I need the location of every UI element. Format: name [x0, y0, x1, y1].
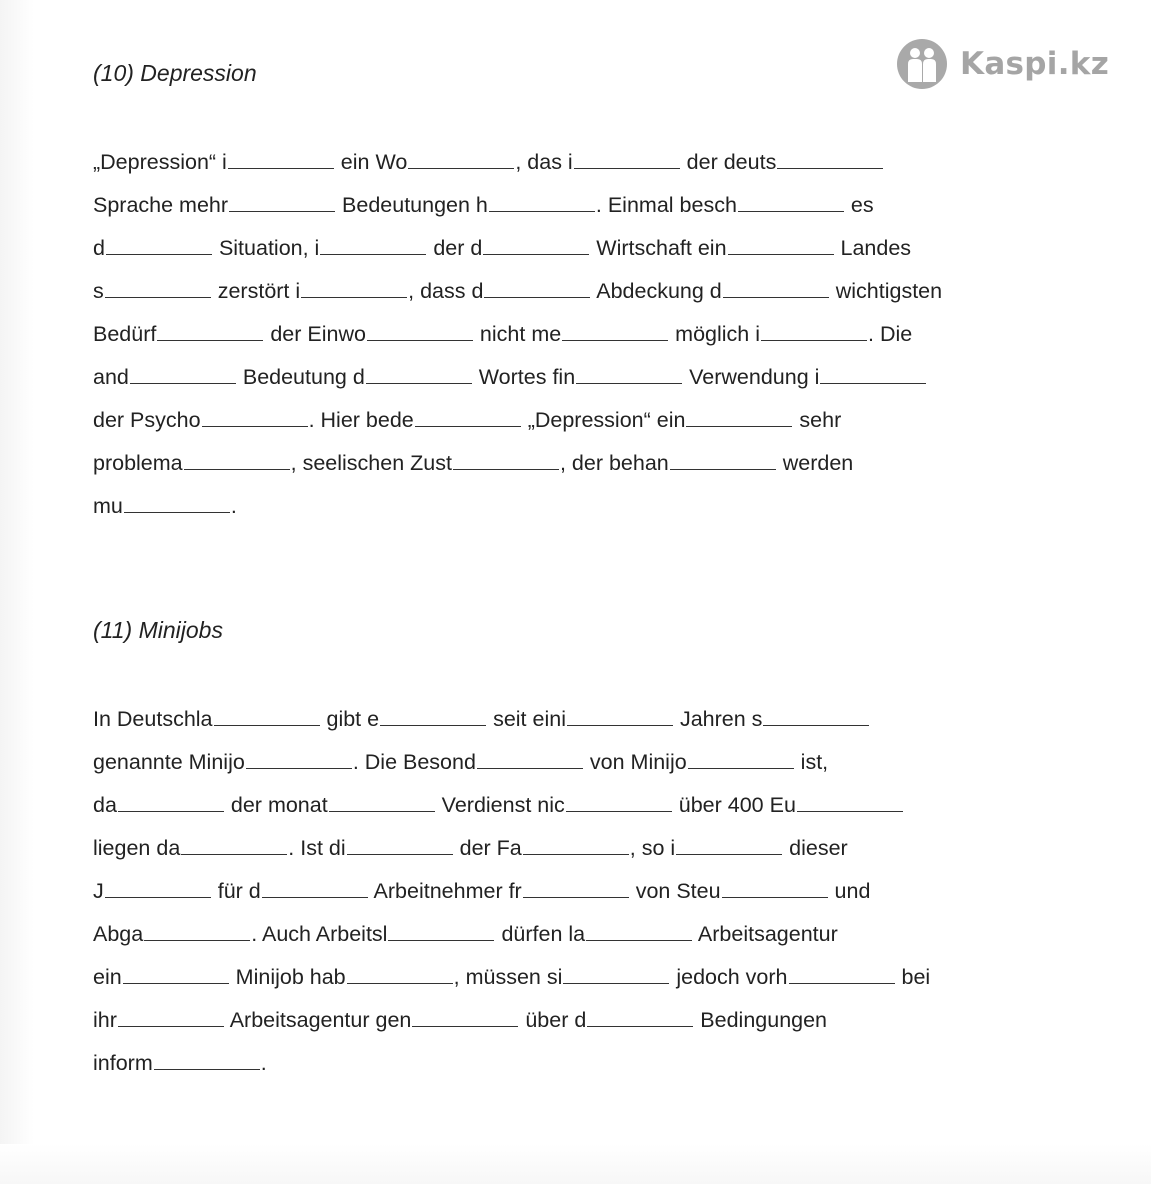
blank-field[interactable] [123, 982, 229, 984]
text-fragment: . Hier bede [308, 408, 414, 432]
text-fragment: J [93, 879, 104, 903]
text-fragment: liegen da [93, 836, 181, 860]
text-fragment: für d [211, 879, 261, 903]
text-fragment: Verwendung i [683, 365, 820, 389]
blank-field[interactable] [246, 767, 352, 769]
text-fragment: In Deutschla [93, 707, 213, 731]
text-line [93, 784, 1023, 827]
text-fragment: , seelischen Zust [290, 451, 452, 475]
text-fragment: , der behan [559, 451, 669, 475]
text-fragment: dieser [783, 836, 848, 860]
blank-field[interactable] [202, 425, 308, 427]
text-fragment: problema [93, 451, 183, 475]
text-fragment: und [828, 879, 871, 903]
text-line [93, 356, 1023, 399]
blank-field[interactable] [563, 982, 669, 984]
text-fragment: seit eini [487, 707, 566, 731]
blank-field[interactable] [477, 767, 583, 769]
blank-field[interactable] [130, 382, 236, 384]
section-title: (10) Depression [93, 60, 257, 86]
blank-field[interactable] [412, 1025, 518, 1027]
text-fragment: mu [93, 494, 123, 518]
text-fragment: „Depression“ ein [521, 408, 686, 432]
watermark-text: Kaspi.kz [960, 46, 1110, 82]
text-fragment: . Einmal besch [595, 193, 737, 217]
blank-field[interactable] [415, 425, 521, 427]
blank-field[interactable] [789, 982, 895, 984]
text-fragment: d [93, 236, 105, 260]
text-fragment: s [93, 279, 104, 303]
blank-field[interactable] [489, 210, 595, 212]
blank-field[interactable] [483, 253, 589, 255]
text-fragment: Abdeckung d [591, 279, 722, 303]
blank-field[interactable] [728, 253, 834, 255]
text-fragment: Bedeutung d [236, 365, 365, 389]
text-fragment: ihr [93, 1008, 117, 1032]
blank-field[interactable] [566, 810, 672, 812]
text-fragment: ist, [794, 750, 829, 774]
text-fragment: wichtigsten [829, 279, 943, 303]
text-fragment: über 400 Eu [672, 793, 796, 817]
blank-field[interactable] [686, 425, 792, 427]
blank-field[interactable] [763, 724, 869, 726]
exercise-depression [93, 60, 1023, 528]
text-fragment: Bedingungen [694, 1008, 828, 1032]
blank-field[interactable] [367, 339, 473, 341]
text-fragment: inform [93, 1051, 153, 1075]
blank-field[interactable] [262, 896, 368, 898]
blank-field[interactable] [366, 382, 472, 384]
blank-field[interactable] [184, 468, 290, 470]
blank-field[interactable] [181, 853, 287, 855]
text-fragment: werden [776, 451, 854, 475]
blank-field[interactable] [761, 339, 867, 341]
text-line [93, 313, 1023, 356]
blank-field[interactable] [484, 296, 590, 298]
text-line [93, 741, 1023, 784]
blank-field[interactable] [105, 896, 211, 898]
text-fragment: bei [895, 965, 931, 989]
text-fragment: jedoch vorh [670, 965, 788, 989]
blank-field[interactable] [301, 296, 407, 298]
blank-field[interactable] [380, 724, 486, 726]
text-fragment: möglich i [669, 322, 760, 346]
text-fragment: der Psycho [93, 408, 201, 432]
text-fragment: der d [427, 236, 483, 260]
blank-field[interactable] [688, 767, 794, 769]
blank-field[interactable] [124, 511, 230, 513]
blank-field[interactable] [562, 339, 668, 341]
blank-field[interactable] [574, 167, 680, 169]
text-fragment: der Einwo [264, 322, 366, 346]
text-fragment: , das i [515, 150, 573, 174]
text-fragment: Landes [834, 236, 912, 260]
text-fragment: Bedürf [93, 322, 157, 346]
text-fragment: dürfen la [495, 922, 586, 946]
text-fragment: Wirtschaft ein [590, 236, 727, 260]
text-fragment: . Die Besond [352, 750, 476, 774]
text-fragment: , dass d [408, 279, 484, 303]
cloze-text [93, 141, 1023, 528]
text-fragment: es [844, 193, 874, 217]
blank-field[interactable] [676, 853, 782, 855]
blank-field[interactable] [576, 382, 682, 384]
text-fragment: genannte Minijo [93, 750, 245, 774]
blank-field[interactable] [144, 939, 250, 941]
text-fragment: Jahren s [673, 707, 763, 731]
text-fragment: . [260, 1051, 267, 1075]
text-fragment: der Fa [453, 836, 522, 860]
text-fragment: Wortes fin [472, 365, 576, 389]
text-fragment: der deuts [680, 150, 777, 174]
text-line [93, 485, 1023, 528]
text-fragment: nicht me [473, 322, 562, 346]
text-fragment: . Ist di [288, 836, 346, 860]
blank-field[interactable] [820, 382, 926, 384]
blank-field[interactable] [388, 939, 494, 941]
blank-field[interactable] [723, 296, 829, 298]
exercise-minijobs [93, 617, 1023, 1085]
text-fragment: Verdienst nic [435, 793, 565, 817]
blank-field[interactable] [118, 810, 224, 812]
text-line [93, 227, 1023, 270]
text-line [93, 698, 1023, 741]
text-line [93, 184, 1023, 227]
text-line [93, 1042, 1023, 1085]
blank-field[interactable] [154, 1068, 260, 1070]
blank-field[interactable] [670, 468, 776, 470]
text-fragment: da [93, 793, 117, 817]
blank-field[interactable] [228, 167, 334, 169]
blank-field[interactable] [320, 253, 426, 255]
text-fragment: zerstört i [211, 279, 301, 303]
text-fragment: von Steu [629, 879, 721, 903]
blank-field[interactable] [722, 896, 828, 898]
blank-field[interactable] [567, 724, 673, 726]
blank-field[interactable] [347, 853, 453, 855]
text-line [93, 270, 1023, 313]
blank-field[interactable] [214, 724, 320, 726]
text-fragment: über d [519, 1008, 587, 1032]
text-fragment: Bedeutungen h [336, 193, 488, 217]
text-fragment: „Depression“ i [93, 150, 227, 174]
text-line [93, 956, 1023, 999]
blank-field[interactable] [523, 896, 629, 898]
blank-field[interactable] [523, 853, 629, 855]
text-fragment: ein Wo [334, 150, 408, 174]
text-fragment: gibt e [320, 707, 380, 731]
blank-field[interactable] [105, 296, 211, 298]
text-line [93, 442, 1023, 485]
text-fragment: ein [93, 965, 122, 989]
blank-field[interactable] [329, 810, 435, 812]
blank-field[interactable] [586, 939, 692, 941]
text-fragment: Situation, i [212, 236, 320, 260]
text-line [93, 141, 1023, 184]
text-fragment: Minijob hab [229, 965, 346, 989]
blank-field[interactable] [347, 982, 453, 984]
blank-field[interactable] [157, 339, 263, 341]
text-fragment: von Minijo [583, 750, 687, 774]
text-line [93, 827, 1023, 870]
text-fragment: . Die [868, 322, 913, 346]
blank-field[interactable] [453, 468, 559, 470]
section-title: (11) Minijobs [93, 617, 223, 643]
text-fragment: and [93, 365, 129, 389]
text-fragment: , müssen si [453, 965, 563, 989]
page-shadow-bottom [0, 1144, 1151, 1184]
text-fragment: Arbeitnehmer fr [368, 879, 522, 903]
text-fragment: Arbeitsagentur gen [224, 1008, 412, 1032]
blank-field[interactable] [587, 1025, 693, 1027]
page-shadow-left [0, 0, 34, 1184]
blank-field[interactable] [777, 167, 883, 169]
blank-field[interactable] [118, 1025, 224, 1027]
text-fragment: Abga [93, 922, 144, 946]
text-fragment: , so i [629, 836, 676, 860]
text-line [93, 999, 1023, 1042]
text-fragment: . [230, 494, 237, 518]
blank-field[interactable] [229, 210, 335, 212]
cloze-text [93, 698, 1023, 1085]
text-fragment: sehr [793, 408, 842, 432]
text-line [93, 913, 1023, 956]
text-line [93, 870, 1023, 913]
text-fragment: . Auch Arbeitsl [251, 922, 388, 946]
blank-field[interactable] [106, 253, 212, 255]
text-line [93, 399, 1023, 442]
text-fragment: der monat [224, 793, 328, 817]
text-fragment: Sprache mehr [93, 193, 229, 217]
blank-field[interactable] [408, 167, 514, 169]
blank-field[interactable] [738, 210, 844, 212]
text-fragment: Arbeitsagentur [693, 922, 838, 946]
blank-field[interactable] [797, 810, 903, 812]
